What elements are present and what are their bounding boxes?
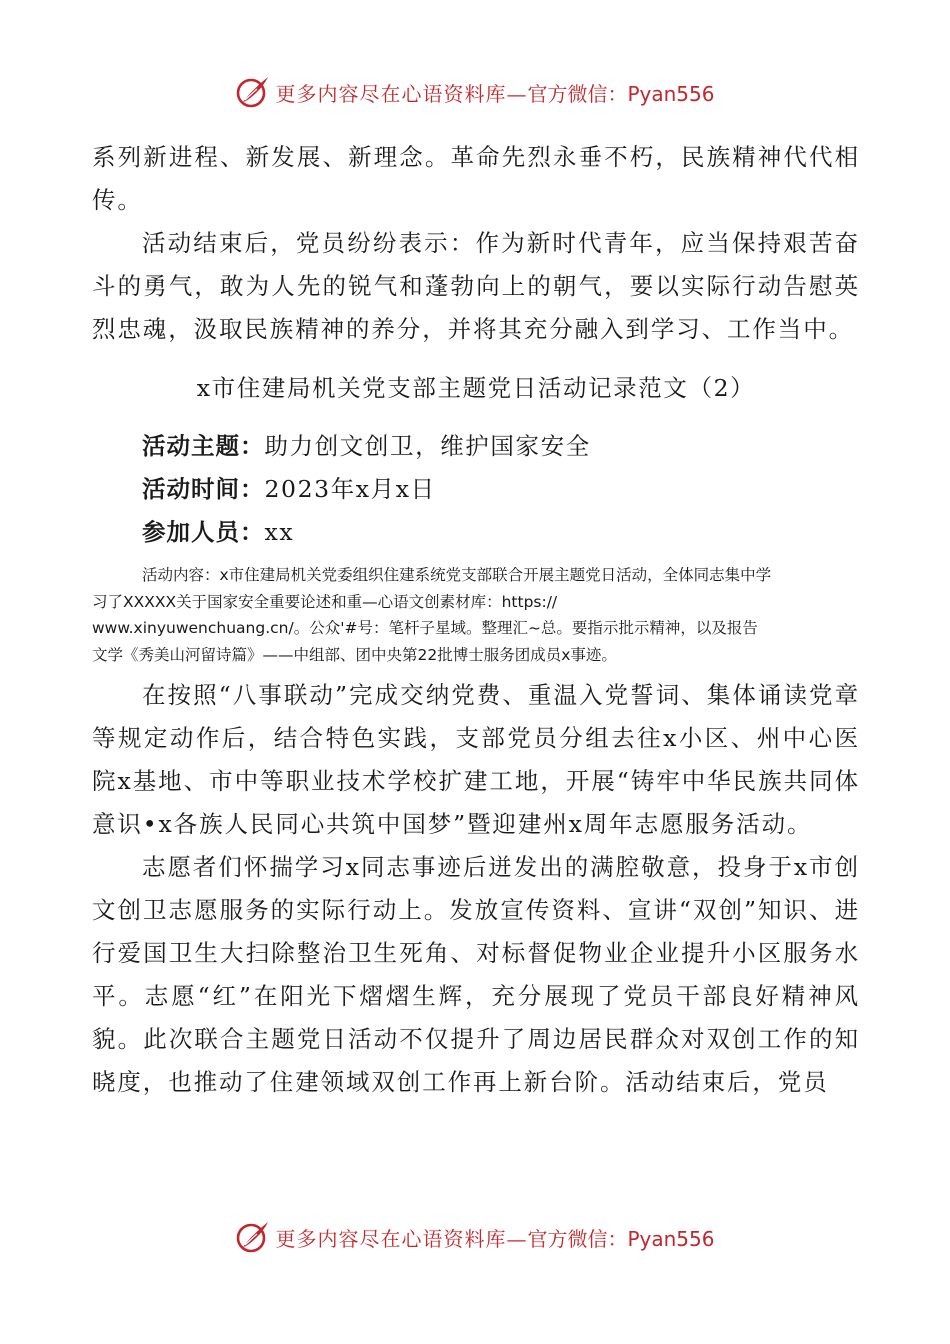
paragraph-2: 活动结束后，党员纷纷表示：作为新时代青年，应当保持艰苦奋斗的勇气，敢为人先的锐气和蓬勃向上的朝气，要以实际行动告慰英烈忠魂，汲取民族精神的养分，并将其充分融入到学习、工作当中。 — [92, 229, 860, 343]
paragraph-4: 志愿者们怀揣学习x同志事迹后迸发出的满腔敬意，投身于x市创文创卫志愿服务的实际行动上。发放宣传资料、宣讲“双创”知识、进行爱国卫生大扫除整治卫生死角、对标督促物业企业提升小区服务水平。志愿“红”在阳光下熠熠生辉，充分展现了党员干部良好精神风貌。此次联合主题党日活动不仅提升了周边居民群众对双创工作的知晓度，也推动了住建领域双创工作再上新台阶。活动结束后，党员 — [92, 853, 860, 1096]
watermark-text: 更多内容尽在心语资料库— — [275, 1226, 528, 1251]
paragraph-1: 系列新进程、新发展、新理念。革命先烈永垂不朽，民族精神代代相传。 — [92, 143, 860, 214]
field-time-value: 2023年x月x日 — [264, 475, 436, 503]
watermark-wechat: 官方微信：Pyan556 — [527, 1226, 715, 1251]
field-people-value: xx — [264, 518, 295, 546]
footer-watermark — [0, 1217, 950, 1257]
activity-content-line-2: 习了XXXXX关于国家安全重要论述和重—心语文创素材库：https:// — [92, 592, 558, 611]
field-theme — [92, 425, 860, 468]
field-people-label: 参加人员： — [142, 518, 265, 546]
quill-logo-icon — [235, 74, 271, 110]
field-theme-value: 助力创文创卫，维护国家安全 — [264, 432, 591, 460]
paragraph-3: 在按照“八事联动”完成交纳党费、重温入党誓词、集体诵读党章等规定动作后，结合特色实践，支部党员分组去往x小区、州中心医院x基地、市中等职业技术学校扩建工地，开展“铸牢中华民族共同体意识•x各族人民同心共筑中国梦”暨迎建州x周年志愿服务活动。 — [92, 681, 860, 838]
activity-content-line-3: www.xinyuwenchuang.cn/。公众'#号：笔杆子星域。整理汇~总。要指示批示精神，以及报告 — [92, 619, 758, 637]
activity-content-line-1: 活动内容：x市住建局机关党委组织住建系统党支部联合开展主题党日活动，全体同志集中学 — [142, 566, 772, 584]
section-title: x市住建局机关党支部主题党日活动记录范文（2） — [196, 374, 756, 402]
watermark-wechat: 官方微信：Pyan556 — [527, 81, 715, 106]
field-theme-label: 活动主题： — [142, 432, 265, 460]
document-body — [92, 136, 860, 1104]
field-people — [92, 511, 860, 554]
watermark-text: 更多内容尽在心语资料库— — [275, 81, 528, 106]
header-watermark — [0, 72, 950, 112]
quill-logo-icon — [235, 1219, 271, 1255]
field-time-label: 活动时间： — [142, 475, 265, 503]
activity-content-line-4: 文学《秀美山河留诗篇》——中组部、团中央第22批博士服务团成员x事迹。 — [92, 645, 617, 664]
activity-content — [92, 562, 860, 668]
field-time — [92, 468, 860, 511]
